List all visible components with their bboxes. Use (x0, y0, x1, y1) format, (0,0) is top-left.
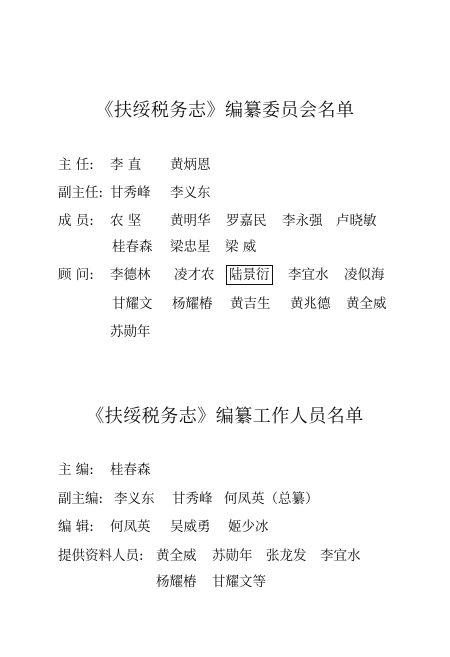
person-name: 李义东 (114, 491, 155, 507)
staff-title: 《扶绥税务志》编纂工作人员名单 (86, 406, 364, 427)
person-name: 黄全威 (156, 548, 197, 564)
row-label: 副主编: (58, 491, 104, 507)
person-name: 黄吉生 (230, 296, 271, 312)
row-label: 主 任: (58, 157, 94, 173)
person-name: 何凤英 (110, 519, 151, 535)
person-name: 姬少冰 (228, 519, 269, 535)
boxed-name: 陆景衍 (226, 265, 273, 285)
person-name: 甘耀文等 (212, 574, 266, 590)
person-name: 桂春森 (110, 462, 151, 478)
row-label: 主 编: (58, 462, 94, 478)
person-name: 罗嘉民 (226, 213, 267, 229)
person-name: 卢晓敏 (336, 213, 377, 229)
person-name: 李永强 (282, 213, 323, 229)
person-name: 张龙发 (266, 548, 307, 564)
person-name: 甘耀文 (112, 296, 153, 312)
person-name: 梁忠星 (170, 239, 211, 255)
person-name: 黄兆德 (290, 296, 331, 312)
person-name: 凌才农 (174, 267, 215, 283)
person-name: 黄全威 (346, 296, 387, 312)
person-name: 何凤英（总纂） (224, 491, 319, 507)
person-name: 李 直 (110, 157, 142, 173)
person-name-boxed (226, 265, 273, 285)
person-name: 桂春森 (112, 239, 153, 255)
person-name: 杨耀椿 (156, 574, 197, 590)
row-label: 副主任: (58, 185, 104, 201)
person-name: 黄炳恩 (170, 157, 211, 173)
committee-title: 《扶绥税务志》编纂委员会名单 (95, 100, 355, 121)
person-name: 杨耀椿 (172, 296, 213, 312)
person-name: 李宜水 (320, 548, 361, 564)
person-name: 梁 威 (225, 239, 257, 255)
person-name: 李义东 (170, 185, 211, 201)
row-label: 顾 问: (58, 267, 94, 283)
person-name: 李宜水 (288, 267, 329, 283)
row-label: 提供资料人员: (58, 548, 144, 564)
person-name: 甘秀峰 (110, 185, 151, 201)
person-name: 凌似海 (344, 267, 385, 283)
row-label: 成 员: (58, 213, 94, 229)
person-name: 苏勋年 (212, 548, 253, 564)
row-label: 编 辑: (58, 519, 94, 535)
person-name: 农 坚 (110, 213, 142, 229)
person-name: 李德林 (110, 267, 151, 283)
person-name: 黄明华 (170, 213, 211, 229)
person-name: 苏勋年 (110, 324, 151, 340)
person-name: 吴威勇 (170, 519, 211, 535)
person-name: 甘秀峰 (172, 491, 213, 507)
